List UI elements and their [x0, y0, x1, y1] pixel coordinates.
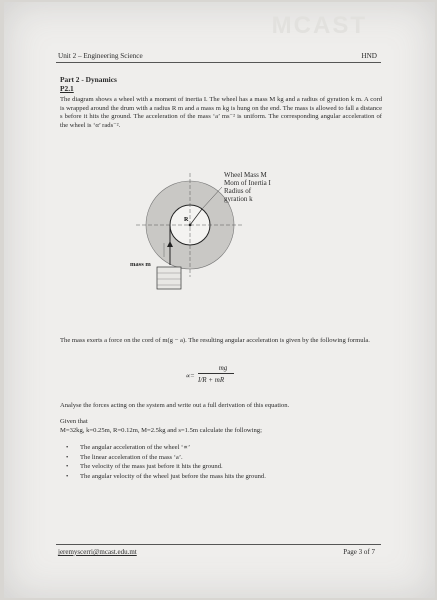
list-item: • The angular acceleration of the wheel ‘∝’: [64, 443, 266, 453]
watermark-logo: MCAST: [271, 12, 367, 39]
given-label: Given that: [60, 418, 88, 425]
radius-label: R: [184, 217, 189, 223]
page-number: Page 3 of 7: [343, 548, 375, 556]
section-title: Part 2 - Dynamics: [60, 75, 117, 84]
fraction-bar: [198, 373, 234, 374]
analyse-paragraph: Analyse the forces acting on the system and write out a full derivation of this equation.: [60, 402, 290, 409]
wheel-diagram: [118, 165, 318, 325]
page-header: [58, 52, 377, 60]
given-values: M=32kg, k=0.25m, R=0.12m, M=2.5kg and s=1.5m calculate the following;: [60, 427, 262, 434]
mass-label: mass m: [130, 261, 151, 268]
list-item: • The velocity of the mass just before it hits the ground.: [64, 462, 266, 472]
footer-divider: [56, 544, 381, 545]
list-item: • The angular velocity of the wheel just before the mass hits the ground.: [64, 472, 266, 482]
intro-paragraph: The diagram shows a wheel with a moment of inertia I. The wheel has a mass M kg and a radius of gyration k m. A cord is wrapped around the drum with a radius R m and a mass m kg is hung on the end. The mass is allowed to fall a distance s before it hits the ground. The acceleration of the mass ‘a’ ms⁻² is uniform. The corresponding angular acceleration of the wheel is ‘α’ rads⁻².: [60, 96, 382, 129]
formula-denominator: I/R + mR: [198, 376, 225, 384]
page-footer: [58, 548, 375, 556]
force-paragraph: The mass exerts a force on the cord of m(g − a). The resulting angular acceleration is given by the following formula.: [60, 337, 370, 344]
task-list: [64, 443, 266, 481]
question-number: P2.1: [60, 84, 74, 93]
formula-lhs: ∝=: [185, 372, 195, 380]
header-unit: Unit 2 – Engineering Science: [58, 52, 143, 60]
author-email-link[interactable]: jeremyscerri@mcast.edu.mt: [58, 548, 137, 556]
header-level: HND: [361, 52, 377, 60]
formula-numerator: mg: [218, 364, 228, 372]
hanging-mass: [157, 267, 181, 289]
wheel-label: Wheel Mass M Mom of Inertia I Radius of gyration k: [224, 171, 271, 203]
header-divider: [56, 62, 381, 63]
list-item: • The linear acceleration of the mass ‘a’.: [64, 453, 266, 463]
